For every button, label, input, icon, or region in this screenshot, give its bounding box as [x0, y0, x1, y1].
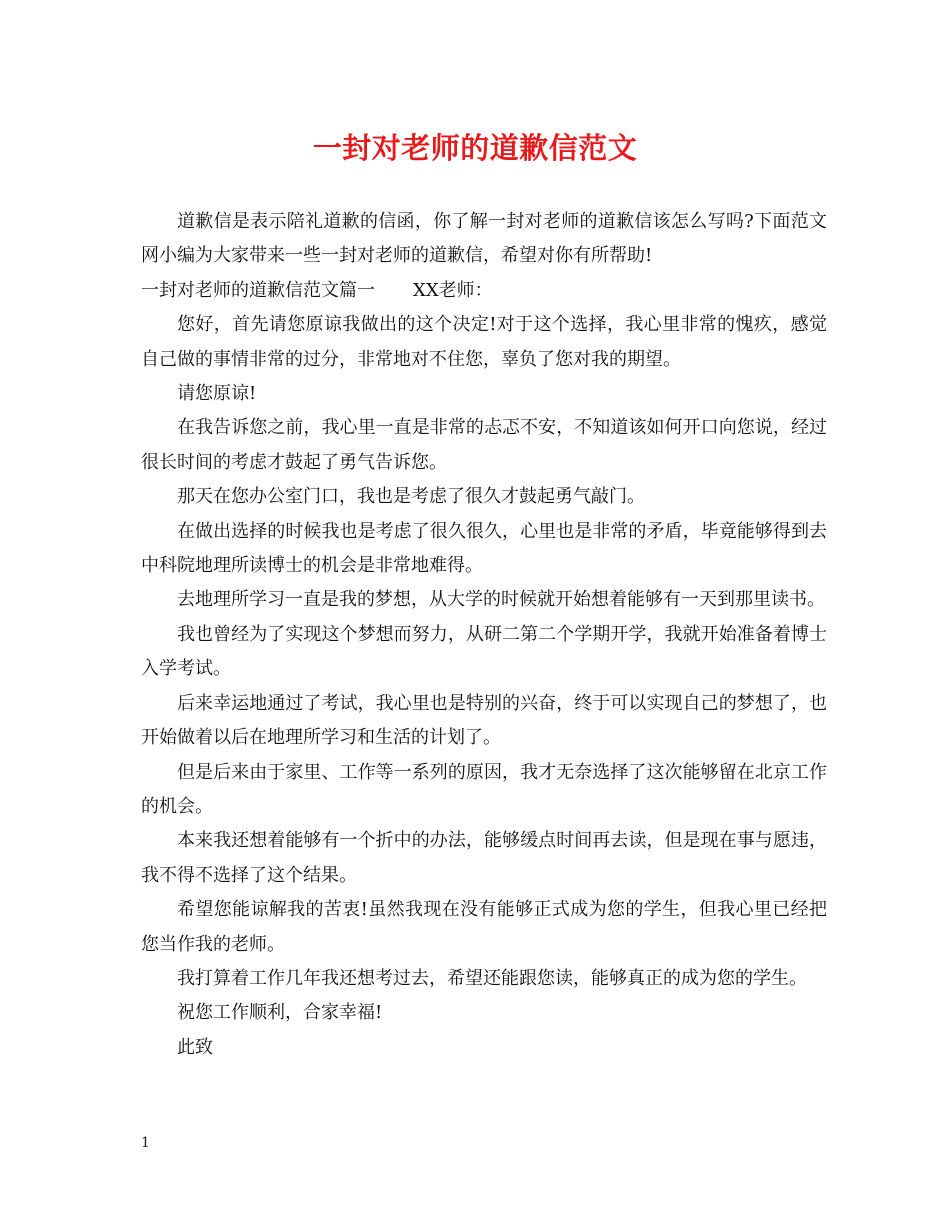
letter-paragraph: 在做出选择的时候我也是考虑了很久很久，心里也是非常的矛盾，毕竟能够得到去中科院地理所读博士的机会是非常地难得。 — [141, 520, 827, 577]
letter-paragraph: 在我告诉您之前，我心里一直是非常的忐忑不安，不知道该如何开口向您说，经过很长时间的考虑才鼓起了勇气告诉您。 — [141, 417, 827, 473]
letter-paragraph: 但是后来由于家里、工作等一系列的原因，我才无奈选择了这次能够留在北京工作的机会。 — [141, 761, 827, 817]
letter-paragraph: 祝您工作顺利，合家幸福! — [177, 1002, 383, 1024]
letter-paragraph: 您好，首先请您原谅我做出的这个决定!对于这个选择，我心里非常的愧疚，感觉自己做的事情非常的过分，非常地对不住您，辜负了您对我的期望。 — [141, 314, 827, 370]
letter-paragraph: 请您原谅! — [177, 383, 257, 405]
letter-paragraph: 后来幸运地通过了考试，我心里也是特别的兴奋，终于可以实现自己的梦想了，也开始做着以后在地理所学习和生活的计划了。 — [141, 692, 827, 749]
letter-paragraph: 本来我还想着能够有一个折中的办法，能够缓点时间再去读，但是现在事与愿违，我不得不选择了这个结果。 — [141, 830, 827, 886]
letter-heading-line — [141, 274, 827, 308]
letter-paragraph: 去地理所学习一直是我的梦想，从大学的时候就开始想着能够有一天到那里读书。 — [177, 589, 825, 611]
document-body — [141, 205, 827, 1065]
letter-paragraph: 那天在您办公室门口，我也是考虑了很久才鼓起勇气敲门。 — [177, 486, 645, 508]
letter-paragraph: 此致 — [177, 1036, 213, 1058]
page-number: 1 — [141, 1135, 150, 1151]
letter-paragraph: 希望您能谅解我的苦衷!虽然我现在没有能够正式成为您的学生，但我心里已经把您当作我的老师。 — [141, 899, 827, 955]
letter-paragraph: 我打算着工作几年我还想考过去，希望还能跟您读，能够真正的成为您的学生。 — [177, 967, 807, 989]
salutation: XX老师： — [413, 279, 493, 301]
letter-paragraph: 我也曾经为了实现这个梦想而努力，从研二第二个学期开学，我就开始准备着博士入学考试。 — [141, 623, 827, 680]
intro-paragraph: 道歉信是表示陪礼道歉的信函，你了解一封对老师的道歉信该怎么写吗?下面范文网小编为大家带来一些一封对老师的道歉信，希望对你有所帮助! — [141, 211, 827, 267]
document-title: 一封对老师的道歉信范文 — [312, 131, 638, 165]
section-heading: 一封对老师的道歉信范文篇一 — [141, 279, 375, 301]
